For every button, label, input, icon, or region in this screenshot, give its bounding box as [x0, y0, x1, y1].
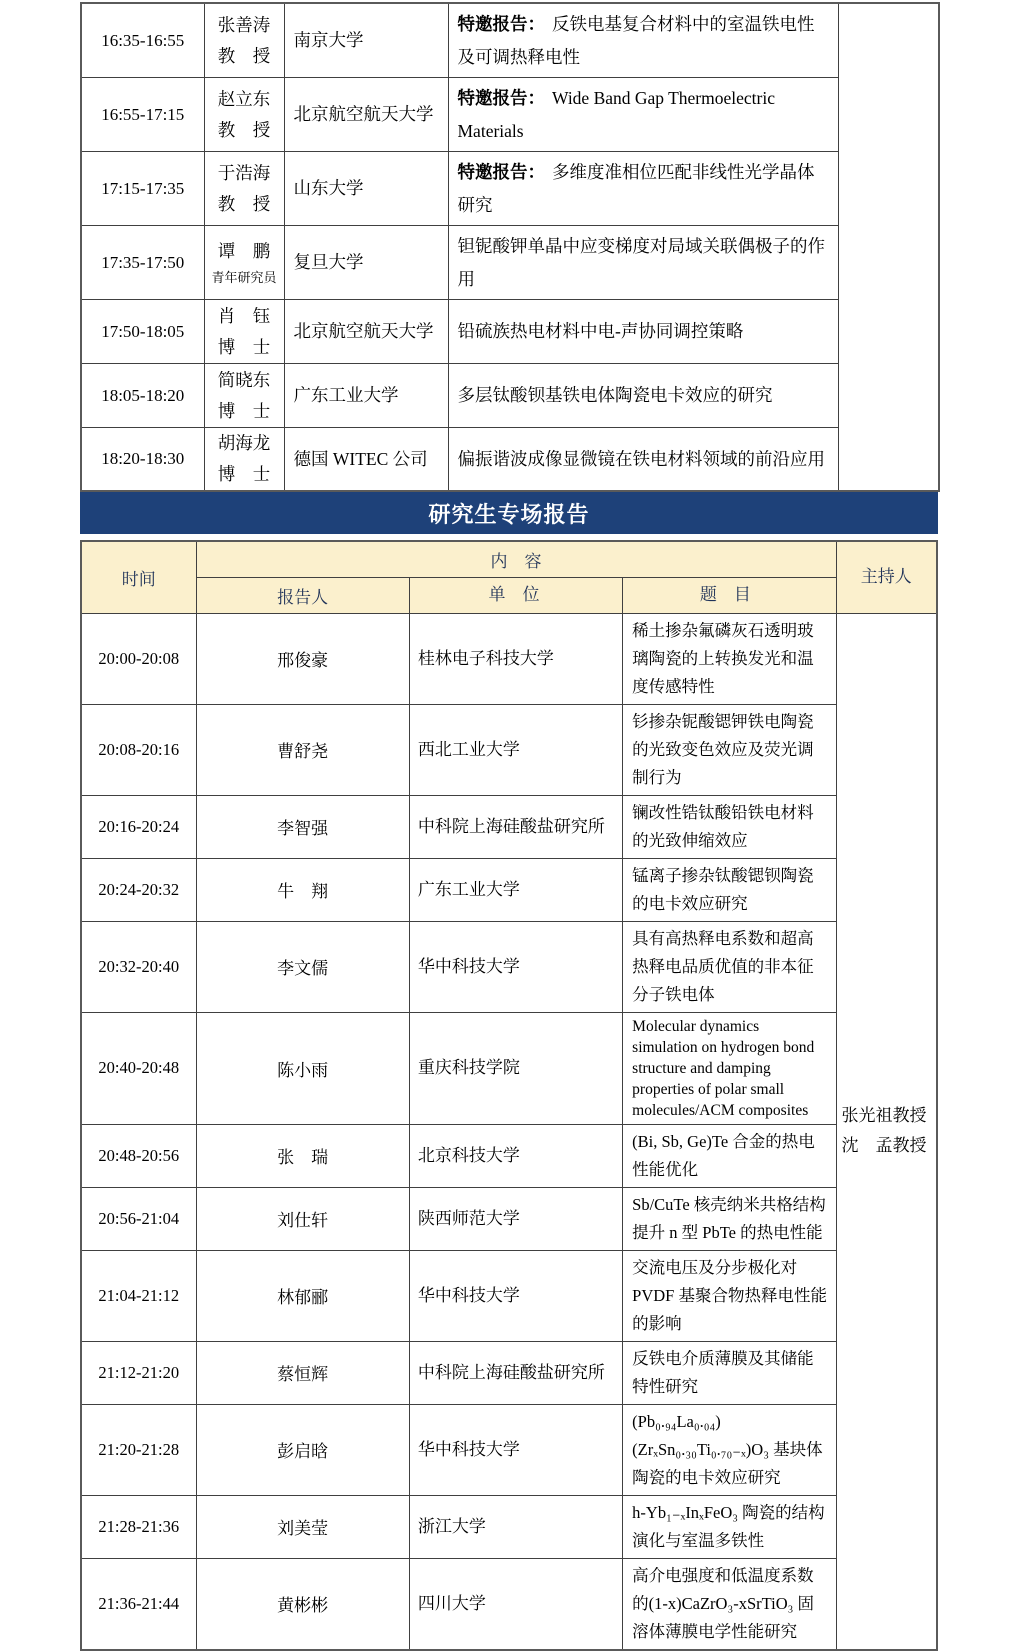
speaker-role: 教 授 — [217, 119, 271, 140]
time-cell: 16:55-17:15 — [81, 78, 204, 152]
affiliation-cell: 复旦大学 — [284, 226, 448, 300]
talk-title: h-Yb₁₋ₓInₓFeO₃ 陶瓷的结构演化与室温多铁性 — [623, 1495, 836, 1558]
table-row — [81, 78, 939, 152]
invited-label: 特邀报告： — [457, 14, 545, 34]
speaker-name: 蔡恒辉 — [196, 1341, 409, 1404]
talk-title-cell — [448, 428, 838, 492]
table-row — [81, 858, 937, 921]
affiliation-cell: 桂林电子科技大学 — [409, 613, 622, 704]
talk-title: 具有高热释电系数和超高热释电品质优值的非本征分子铁电体 — [623, 921, 836, 1012]
speaker-name: 彭启晗 — [196, 1404, 409, 1495]
talk-title: 镧改性锆钛酸铅铁电材料的光致伸缩效应 — [623, 795, 836, 858]
affiliation-cell: 北京科技大学 — [409, 1124, 622, 1187]
speaker-name: 刘美莹 — [196, 1495, 409, 1558]
speaker-role: 教 授 — [217, 193, 271, 214]
time-cell: 18:05-18:20 — [81, 364, 204, 428]
talk-title: 反铁电基复合材料中的室温铁电性及可调热释电性 — [457, 14, 815, 67]
talk-title: 锰离子掺杂钛酸锶钡陶瓷的电卡效应研究 — [623, 858, 836, 921]
affiliation-cell: 中科院上海硅酸盐研究所 — [409, 1341, 622, 1404]
moderator-name: 张光祖教授 — [841, 1106, 927, 1125]
speaker-name: 牛 翔 — [196, 858, 409, 921]
table-row — [81, 1124, 937, 1187]
talk-title: Wide Band Gap Thermoelectric Materials — [457, 88, 775, 141]
table-row — [81, 1012, 937, 1124]
column-header-time: 时间 — [81, 541, 196, 613]
time-cell: 16:35-16:55 — [81, 3, 204, 78]
column-header-content: 内 容 — [196, 541, 836, 577]
table-row — [81, 1341, 937, 1404]
talk-title-cell — [448, 3, 838, 78]
speaker-cell — [204, 226, 284, 300]
time-cell: 20:40-20:48 — [81, 1012, 196, 1124]
speaker-cell — [204, 78, 284, 152]
time-cell: 21:12-21:20 — [81, 1341, 196, 1404]
time-cell: 18:20-18:30 — [81, 428, 204, 492]
talk-title: 多层钛酸钡基铁电体陶瓷电卡效应的研究 — [457, 385, 773, 406]
affiliation-cell: 四川大学 — [409, 1558, 622, 1650]
speaker-role: 青年研究员 — [211, 270, 277, 285]
time-cell: 20:08-20:16 — [81, 704, 196, 795]
speaker-name: 谭 鹏 — [217, 241, 271, 261]
speaker-name: 刘仕轩 — [196, 1187, 409, 1250]
speaker-name: 肖 钰 — [217, 305, 271, 326]
speaker-cell — [204, 300, 284, 364]
affiliation-cell: 华中科技大学 — [409, 921, 622, 1012]
table-row — [81, 428, 939, 492]
column-header-moderator: 主持人 — [836, 541, 937, 613]
speaker-name: 胡海龙 — [217, 433, 271, 453]
affiliation-cell: 西北工业大学 — [409, 704, 622, 795]
time-cell: 20:00-20:08 — [81, 613, 196, 704]
speaker-name: 邢俊豪 — [196, 613, 409, 704]
talk-title: (Pb₀.₉₄La₀.₀₄)(ZrₓSn₀.₃₀Ti₀.₇₀₋ₓ)O₃ 基块体陶瓷的电卡效应研究 — [623, 1404, 836, 1495]
header-subrow — [81, 577, 937, 613]
talk-title: 偏振谐波成像显微镜在铁电材料领域的前沿应用 — [457, 448, 825, 469]
table-row — [81, 300, 939, 364]
column-header-topic: 题 目 — [623, 577, 836, 613]
affiliation-cell: 浙江大学 — [409, 1495, 622, 1558]
speaker-cell — [204, 152, 284, 226]
speaker-name: 陈小雨 — [196, 1012, 409, 1124]
table-row — [81, 1404, 937, 1495]
affiliation-cell: 广东工业大学 — [409, 858, 622, 921]
talk-title: 高介电强度和低温度系数的(1-x)CaZrO₃-xSrTiO₃ 固溶体薄膜电学性能研究 — [623, 1558, 836, 1650]
invited-talks-table — [80, 2, 940, 492]
speaker-cell — [204, 364, 284, 428]
talk-title-cell — [448, 300, 838, 364]
speaker-name: 简晓东 — [217, 369, 271, 390]
talk-title-cell — [448, 226, 838, 300]
table-row — [81, 364, 939, 428]
affiliation-cell: 北京航空航天大学 — [284, 300, 448, 364]
talk-title-cell — [448, 152, 838, 226]
talk-title: Sb/CuTe 核壳纳米共格结构提升 n 型 PbTe 的热电性能 — [623, 1187, 836, 1250]
program-page — [80, 2, 938, 1651]
affiliation-cell: 华中科技大学 — [409, 1404, 622, 1495]
time-cell: 21:04-21:12 — [81, 1250, 196, 1341]
speaker-name: 张 瑞 — [196, 1124, 409, 1187]
affiliation-cell: 山东大学 — [284, 152, 448, 226]
affiliation-cell: 广东工业大学 — [284, 364, 448, 428]
speaker-cell — [204, 3, 284, 78]
speaker-name: 李智强 — [196, 795, 409, 858]
talk-title: 反铁电介质薄膜及其储能特性研究 — [623, 1341, 836, 1404]
time-cell: 21:28-21:36 — [81, 1495, 196, 1558]
table-row — [81, 613, 937, 704]
affiliation-cell: 德国 WITEC 公司 — [284, 428, 448, 492]
time-cell: 20:32-20:40 — [81, 921, 196, 1012]
session-banner-title: 研究生专场报告 — [428, 501, 590, 527]
table-row — [81, 152, 939, 226]
session-banner — [80, 492, 938, 534]
affiliation-cell: 北京航空航天大学 — [284, 78, 448, 152]
speaker-name: 赵立东 — [217, 88, 271, 109]
talk-title: 多维度准相位匹配非线性光学晶体研究 — [457, 162, 815, 215]
table-row — [81, 1187, 937, 1250]
affiliation-cell: 重庆科技学院 — [409, 1012, 622, 1124]
talk-title: (Bi, Sb, Ge)Te 合金的热电性能优化 — [623, 1124, 836, 1187]
affiliation-cell: 南京大学 — [284, 3, 448, 78]
table-row — [81, 921, 937, 1012]
speaker-name: 曹舒尧 — [196, 704, 409, 795]
moderator-name: 沈 孟教授 — [841, 1136, 927, 1155]
column-header-affiliation: 单 位 — [409, 577, 622, 613]
table-row — [81, 1558, 937, 1650]
table-row — [81, 1495, 937, 1558]
speaker-cell — [204, 428, 284, 492]
talk-title: 交流电压及分步极化对 PVDF 基聚合物热释电性能的影响 — [623, 1250, 836, 1341]
speaker-name: 黄彬彬 — [196, 1558, 409, 1650]
speaker-name: 李文儒 — [196, 921, 409, 1012]
affiliation-cell: 陕西师范大学 — [409, 1187, 622, 1250]
invited-label: 特邀报告： — [457, 162, 545, 182]
talk-title: 钽铌酸钾单晶中应变梯度对局域关联偶极子的作用 — [457, 236, 825, 289]
time-cell: 20:24-20:32 — [81, 858, 196, 921]
speaker-name: 张善涛 — [217, 14, 271, 35]
time-cell: 21:36-21:44 — [81, 1558, 196, 1650]
time-cell: 20:48-20:56 — [81, 1124, 196, 1187]
table-row — [81, 3, 939, 78]
speaker-role: 教 授 — [217, 45, 271, 66]
table-row — [81, 1250, 937, 1341]
talk-title: Molecular dynamics simulation on hydrogen bond structure and damping properties of polar small molecules/ACM composites — [623, 1012, 836, 1124]
time-cell: 17:50-18:05 — [81, 300, 204, 364]
time-cell: 17:35-17:50 — [81, 226, 204, 300]
invited-label: 特邀报告： — [457, 88, 545, 108]
talk-title-cell — [448, 364, 838, 428]
speaker-role: 博 士 — [217, 400, 271, 421]
affiliation-cell: 华中科技大学 — [409, 1250, 622, 1341]
talk-title: 钐掺杂铌酸锶钾铁电陶瓷的光致变色效应及荧光调制行为 — [623, 704, 836, 795]
table-row — [81, 226, 939, 300]
column-header-speaker: 报告人 — [196, 577, 409, 613]
talk-title: 铅硫族热电材料中电-声协同调控策略 — [457, 321, 744, 342]
student-session-table — [80, 540, 938, 1651]
speaker-role: 博 士 — [217, 464, 271, 484]
talk-title: 稀土掺杂氟磷灰石透明玻璃陶瓷的上转换发光和温度传感特性 — [623, 613, 836, 704]
affiliation-cell: 中科院上海硅酸盐研究所 — [409, 795, 622, 858]
speaker-role: 博 士 — [217, 336, 271, 357]
table-row — [81, 704, 937, 795]
time-cell: 21:20-21:28 — [81, 1404, 196, 1495]
moderator-cell — [836, 613, 937, 1650]
time-cell: 17:15-17:35 — [81, 152, 204, 226]
moderator-cell — [838, 3, 939, 491]
talk-title-cell — [448, 78, 838, 152]
speaker-name: 林郁郦 — [196, 1250, 409, 1341]
time-cell: 20:56-21:04 — [81, 1187, 196, 1250]
table-row — [81, 795, 937, 858]
speaker-name: 于浩海 — [217, 162, 271, 183]
time-cell: 20:16-20:24 — [81, 795, 196, 858]
header-row — [81, 541, 937, 577]
